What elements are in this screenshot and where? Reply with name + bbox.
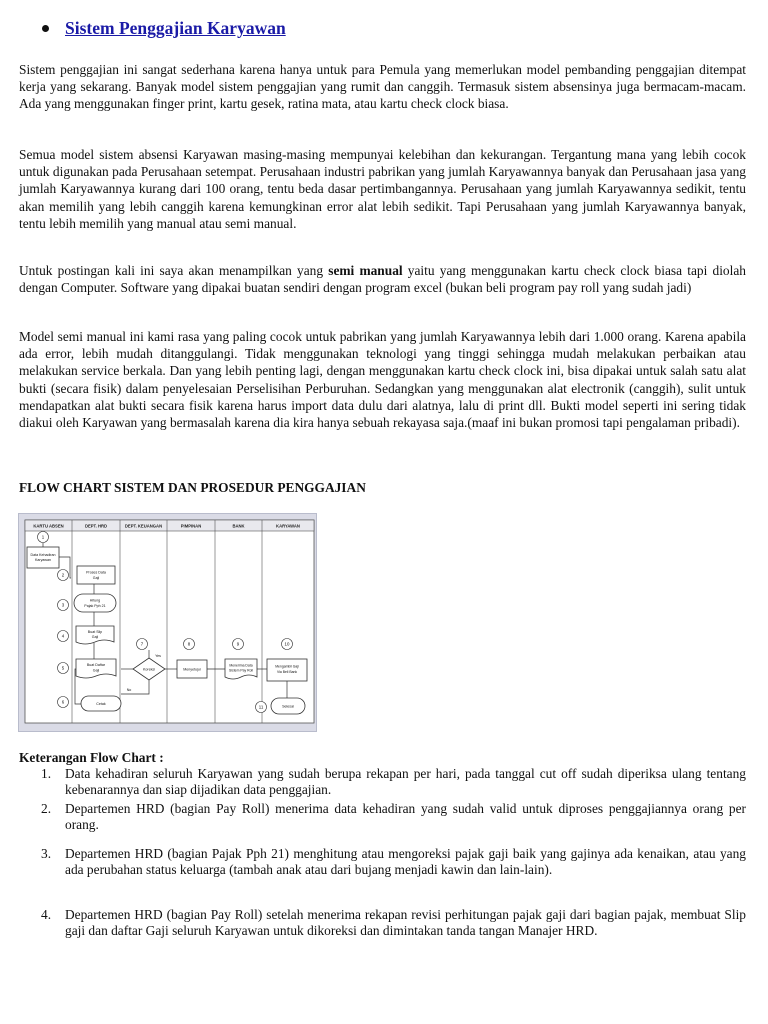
list-item-text: Departemen HRD (bagian Pajak Pph 21) menghitung atau mengoreksi pajak gaji baik yang gajinya ada kenaikan, atau yang ada perubahan status keluarga (tambah anak atau dari bujang menjadi kawin dan lain-lain).	[65, 846, 746, 877]
decision-no-label: No	[126, 688, 132, 692]
node-hitung-pajak	[74, 594, 116, 612]
column-header-pimpinan: PIMPINAN	[180, 523, 202, 529]
step-number: 8	[187, 641, 191, 647]
list-item-text: Data kehadiran seluruh Karyawan yang sudah berupa rekapan per hari, pada tanggal cut off sudah diperiksa ulang tentang kebenarannya dan siap dijadikan data penggajian.	[65, 766, 746, 797]
node-label: Gaji	[92, 576, 100, 580]
paragraph-1: Sistem penggajian ini sangat sederhana karena hanya untuk para Pemula yang memerlukan model pembanding penggajian ditempat kerja yang sekarang. Banyak model sistem penggajian yang rumit dan canggih. Termasuk sistem absensinya juga bermacam-macam. Ada yang menggunakan finger print, kartu gesek, ratina mata, atau kartu check clock biasa.	[19, 62, 746, 112]
bullet-icon	[42, 25, 49, 32]
node-label: Menyetujui	[183, 667, 201, 672]
column-header-kartu-absen: KARTU ABSEN	[33, 523, 64, 529]
step-number: 5	[61, 665, 65, 671]
step-number: 7	[140, 641, 144, 647]
paragraph-3-text-b: yaitu yang menggunakan kartu check clock biasa tapi diolah dengan Computer. Software yang dipakai buatan sendiri dengan program excel (bukan beli program pay roll yang sudah jadi)	[19, 263, 746, 296]
step-number: 3	[61, 602, 65, 608]
paragraph-2: Semua model sistem absensi Karyawan masing-masing mempunyai kelebihan dan kekurangan. Tergantung mana yang lebih cocok untuk digunakan pada Perusahaan setempat. Perusahaan industri pabrikan yang jumlah Karyawannya banyak dan Perusahaan jasa yang jumlah Karyawannya kurang dari 100 orang, tentu beda dasar pertimbangannya. Perusahaan yang jumlah Karyawannya sedikit, tentu akan memilih yang lebih canggih karena kemungkinan error alat lebih sedikit. Tapi Perusahaan yang jumlah Karyawannya banyak, tentu lebih memilih yang manual atau semi manual.	[19, 147, 746, 231]
node-label: Gaji	[91, 635, 99, 639]
paragraph-3-text-a: Untuk postingan kali ini saya akan menampilkan yang	[19, 263, 329, 278]
flowchart-image	[18, 513, 317, 732]
node-label: Buat Daftar	[86, 663, 106, 667]
paragraph-4: Model semi manual ini kami rasa yang paling cocok untuk pabrikan yang jumlah Karyawannya lebih dari 1.000 orang. Karena apabila ada error, lebih mudah ditanggulangi. Tidak menggunakan teknologi yang tinggi sehingga mudah melakukan perbaikan atau melakukan service berkala. Dan yang lebih penting lagi, dengan menggunakan kartu check clock ini, bisa dipakai untuk salah satu alat bukti (secara fisik) dalam penyelesaian Perselisihan Perburuhan. Sedangkan yang menggunakan alat electronik (canggih), sulit untuk mendapatkan alat bukti secara fisik karena harus import data dulu dari alatnya, lalu di print dll. Bukti model seperti ini sering tidak diakui oleh Karyawan yang bermasalah karena dia kira hanya sebuah rekayasa saja.(maaf ini bukan promosi tapi pengalaman pribadi).	[19, 329, 746, 431]
list-item-number: 4.	[41, 907, 52, 922]
column-header-dept-keuangan: DEPT. KEUANGAN	[124, 523, 163, 529]
list-item-number: 1.	[41, 766, 52, 781]
node-proses-data-gaji	[77, 566, 115, 584]
column-header-karyawan: KARYAWAN	[276, 523, 300, 529]
step-number: 2	[61, 572, 65, 578]
node-label: Selesai	[282, 704, 294, 709]
list-item-text: Departemen HRD (bagian Pay Roll) menerima data kehadiran yang sudah valid untuk diproses penggajiannya orang per orang.	[65, 801, 746, 832]
node-label: Pajak Pph 21	[84, 604, 106, 608]
node-label: Gaji	[92, 668, 100, 673]
list-item-text: Departemen HRD (bagian Pay Roll) setelah menerima rekapan revisi perhitungan pajak gaji dari bagian pajak, membuat Slip gaji dan daftar Gaji seluruh Karyawan untuk dikoreksi dan dimintakan tanda tangan Manajer HRD.	[65, 907, 746, 938]
step-number: 4	[61, 633, 65, 639]
page-title-link[interactable]: Sistem Penggajian Karyawan	[65, 18, 286, 38]
paragraph-3-bold: semi manual	[328, 263, 403, 278]
node-label: Data Kehadiran	[30, 553, 56, 557]
step-number: 1	[41, 534, 45, 540]
node-label: Via Beli Bank	[276, 670, 298, 674]
title-row	[42, 18, 286, 39]
node-label: Proses Data	[86, 570, 106, 575]
step-number: 6	[61, 699, 65, 705]
node-label: Buat Slip	[87, 630, 103, 634]
flowchart-board	[25, 520, 314, 723]
column-header-bank: BANK	[232, 523, 245, 529]
list-item-number: 3.	[41, 846, 52, 861]
paragraph-3	[19, 262, 746, 296]
column-header-dept-hrd: DEPT. HRD	[84, 523, 108, 529]
node-label: Koreksi	[143, 667, 155, 672]
node-label: Karyawan	[35, 558, 51, 562]
node-label: Mengambil Gaji	[275, 664, 299, 669]
list-item-number: 2.	[41, 801, 52, 816]
flowchart-heading: FLOW CHART SISTEM DAN PROSEDUR PENGGAJIAN	[19, 480, 366, 495]
node-label: Hitung	[89, 598, 101, 603]
node-label: Sistem Pay Roll	[229, 668, 253, 673]
keterangan-heading: Keterangan Flow Chart :	[19, 750, 164, 765]
step-number: 11	[258, 704, 264, 710]
step-number: 10	[284, 641, 290, 647]
decision-yes-label: Yes	[155, 654, 161, 658]
step-number: 9	[236, 641, 240, 647]
flowchart-header-band	[25, 520, 314, 531]
flowchart-svg	[19, 514, 318, 733]
node-label: Cetak	[96, 702, 106, 706]
node-label: Menerima Data	[229, 663, 253, 668]
